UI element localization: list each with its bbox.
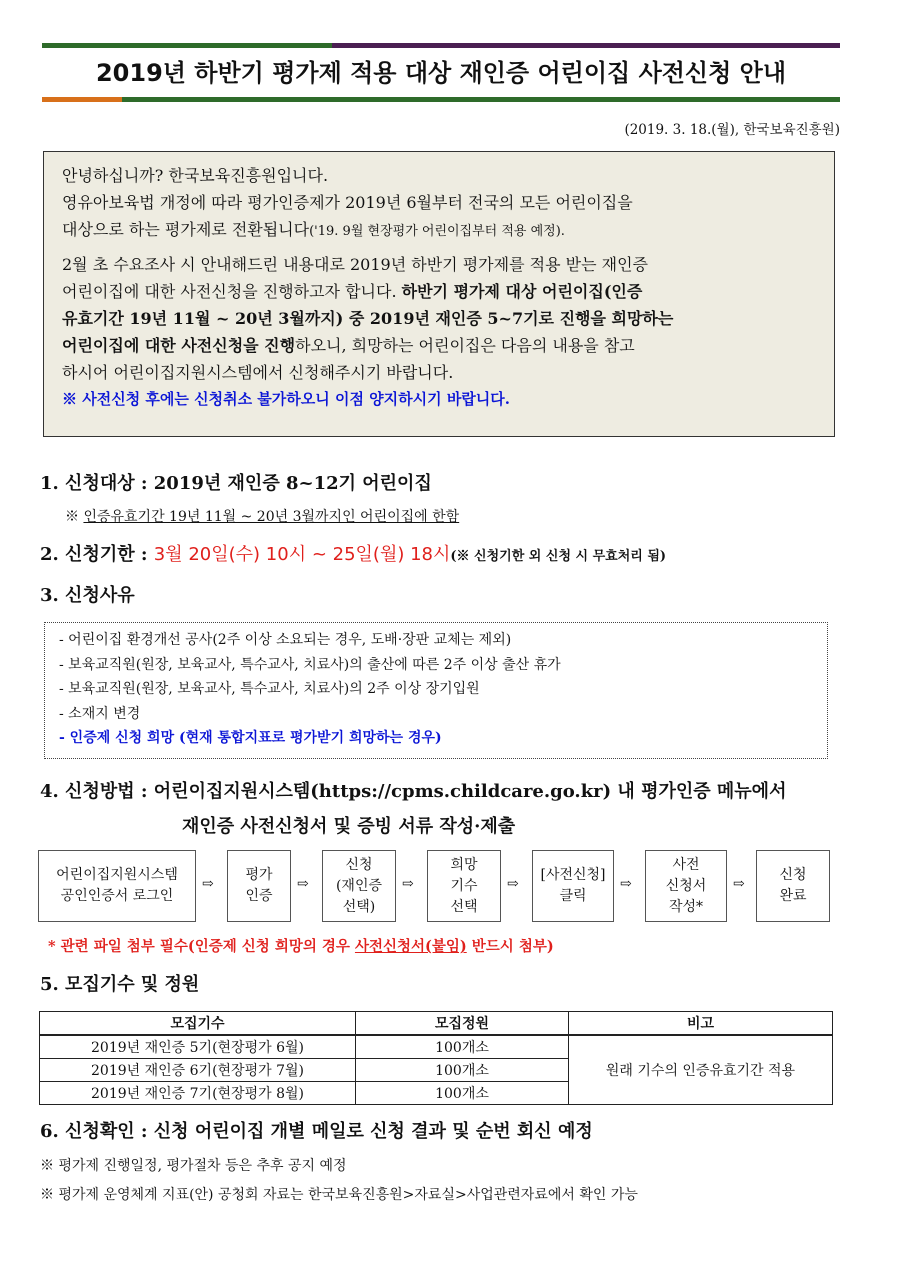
intro-line: 하시어 어린이집지원시스템에서 신청해주시기 바랍니다.: [62, 363, 454, 382]
flow-step-choose-round: 희망 기수 선택: [427, 850, 501, 922]
table-cell: 100개소: [356, 1059, 569, 1082]
flow-step-click: [사전신청] 클릭: [532, 850, 614, 922]
table-row: [40, 1035, 833, 1059]
flow-step-login: 어린이집지원시스템 공인인증서 로그인: [38, 850, 196, 922]
intro-line: [62, 332, 818, 359]
section-1-heading: 1. 신청대상 : 2019년 재인증 8~12기 어린이집: [40, 473, 432, 494]
note-mark: ※: [65, 509, 84, 525]
section-3-heading: 3. 신청사유: [40, 585, 135, 606]
title-bar-bottom-orange: [42, 97, 122, 102]
intro-text: 대상으로 하는 평가제로 전환됩니다: [62, 220, 310, 239]
section-4-subheading: 재인증 사전신청서 및 증빙 서류 작성·제출: [182, 816, 516, 837]
section-4-footnote: [48, 937, 554, 957]
flow-arrow-icon: ⇨: [507, 876, 519, 892]
flow-arrow-icon: ⇨: [402, 876, 414, 892]
intro-line: 2월 초 수요조사 시 안내해드린 내용대로 2019년 하반기 평가제를 적용 받는 재인증: [62, 255, 648, 274]
table-cell: 2019년 재인증 7기(현장평가 8월): [40, 1082, 356, 1105]
reason-item: - 보육교직원(원장, 보육교사, 특수교사, 치료사)의 2주 이상 장기입원: [59, 681, 480, 697]
table-header: 모집기수: [40, 1012, 356, 1036]
section-6-heading: 6. 신청확인 : 신청 어린이집 개별 메일로 신청 결과 및 순번 회신 예정: [40, 1121, 593, 1142]
intro-text: 하오니, 희망하는 어린이집은 다음의 내용을 참고: [295, 336, 635, 355]
table-header: 모집정원: [356, 1012, 569, 1036]
flow-arrow-icon: ⇨: [202, 876, 214, 892]
table-header: 비고: [569, 1012, 833, 1036]
flow-arrow-icon: ⇨: [620, 876, 632, 892]
title-bar-top-purple: [332, 43, 840, 48]
section-1-note-text: 인증유효기간 19년 11월 ~ 20년 3월까지인 어린이집에 한함: [83, 509, 460, 525]
flow-step-complete: 신청 완료: [756, 850, 830, 922]
intro-box: [43, 151, 835, 437]
intro-line: 영유아보육법 개정에 따라 평가인증제가 2019년 6월부터 전국의 모든 어린이집을: [62, 193, 633, 212]
flow-step-apply: 신청 (재인증 선택): [322, 850, 396, 922]
section-2-period: 3월 20일(수) 10시 ~ 25일(월) 18시: [153, 544, 451, 565]
flow-arrow-icon: ⇨: [297, 876, 309, 892]
footnote-text: 반드시 첨부): [466, 938, 554, 955]
footnote-text: * 관련 파일 첨부 필수(인증제 신청 희망의 경우: [48, 938, 355, 955]
table-remark: 원래 기수의 인증유효기간 적용: [569, 1035, 833, 1105]
intro-bold-text: 하반기 평가제 대상 어린이집(인증: [401, 282, 643, 301]
date-line: (2019. 3. 18.(월), 한국보육진흥원): [624, 122, 840, 138]
document-title: 2019년 하반기 평가제 적용 대상 재인증 어린이집 사전신청 안내: [95, 59, 787, 87]
section-5-heading: 5. 모집기수 및 정원: [40, 974, 200, 995]
table-cell: 2019년 재인증 6기(현장평가 7월): [40, 1059, 356, 1082]
section-2-label: 2. 신청기한 :: [40, 544, 154, 565]
intro-schedule-note: ('19. 9월 현장평가 어린이집부터 적용 예정).: [309, 224, 565, 239]
intro-text: 어린이집에 대한 사전신청을 진행하고자 합니다.: [62, 282, 402, 301]
section-2-heading: [40, 541, 666, 571]
section-2-note: (※ 신청기한 외 신청 시 무효처리 됨): [450, 549, 667, 564]
reason-item: - 어린이집 환경개선 공사(2주 이상 소요되는 경우, 도배·장판 교체는 제외): [59, 632, 512, 648]
section-6-note: ※ 평가제 진행일정, 평가절차 등은 추후 공지 예정: [40, 1158, 347, 1174]
reason-item: - 보육교직원(원장, 보육교사, 특수교사, 치료사)의 출산에 따른 2주 이상 출산 휴가: [59, 656, 561, 673]
flow-arrow-icon: ⇨: [733, 876, 745, 892]
title-bar-bottom: [42, 97, 840, 102]
reasons-box: [44, 622, 828, 759]
intro-warning: ※ 사전신청 후에는 신청취소 불가하오니 이점 양지하시기 바랍니다.: [62, 390, 511, 408]
reason-item-highlight: - 인증제 신청 희망 (현재 통합지표로 평가받기 희망하는 경우): [59, 730, 442, 746]
section-4-heading: 4. 신청방법 : 어린이집지원시스템(https://cpms.childcare.go.kr) 내 평가인증 메뉴에서: [40, 781, 787, 802]
footnote-attachment: 사전신청서(붙임): [354, 938, 467, 955]
intro-line: 유효기간 19년 11월 ~ 20년 3월까지) 중 2019년 재인증 5~7기로 진행을 희망하는: [62, 309, 674, 328]
intro-line: [62, 278, 818, 305]
table-cell: 100개소: [356, 1082, 569, 1105]
reason-item: - 소재지 변경: [59, 705, 141, 722]
recruitment-table: [39, 1011, 833, 1105]
table-cell: 100개소: [356, 1035, 569, 1059]
intro-bold-text: 어린이집에 대한 사전신청을 진행: [62, 336, 296, 355]
flow-step-evaluation: 평가 인증: [227, 850, 291, 922]
flow-step-write-form: 사전 신청서 작성*: [645, 850, 727, 922]
section-6-note: ※ 평가제 운영체계 지표(안) 공청회 자료는 한국보육진흥원>자료실>사업관련자료에서 확인 가능: [40, 1187, 638, 1203]
title-bar-top: [42, 43, 840, 48]
section-1-note: [65, 507, 459, 527]
intro-line: 안녕하십니까? 한국보육진흥원입니다.: [62, 166, 329, 185]
intro-line: [62, 216, 818, 245]
title-bar-top-green: [42, 43, 332, 48]
table-cell: 2019년 재인증 5기(현장평가 6월): [40, 1035, 356, 1059]
title-bar-bottom-green: [122, 97, 840, 102]
